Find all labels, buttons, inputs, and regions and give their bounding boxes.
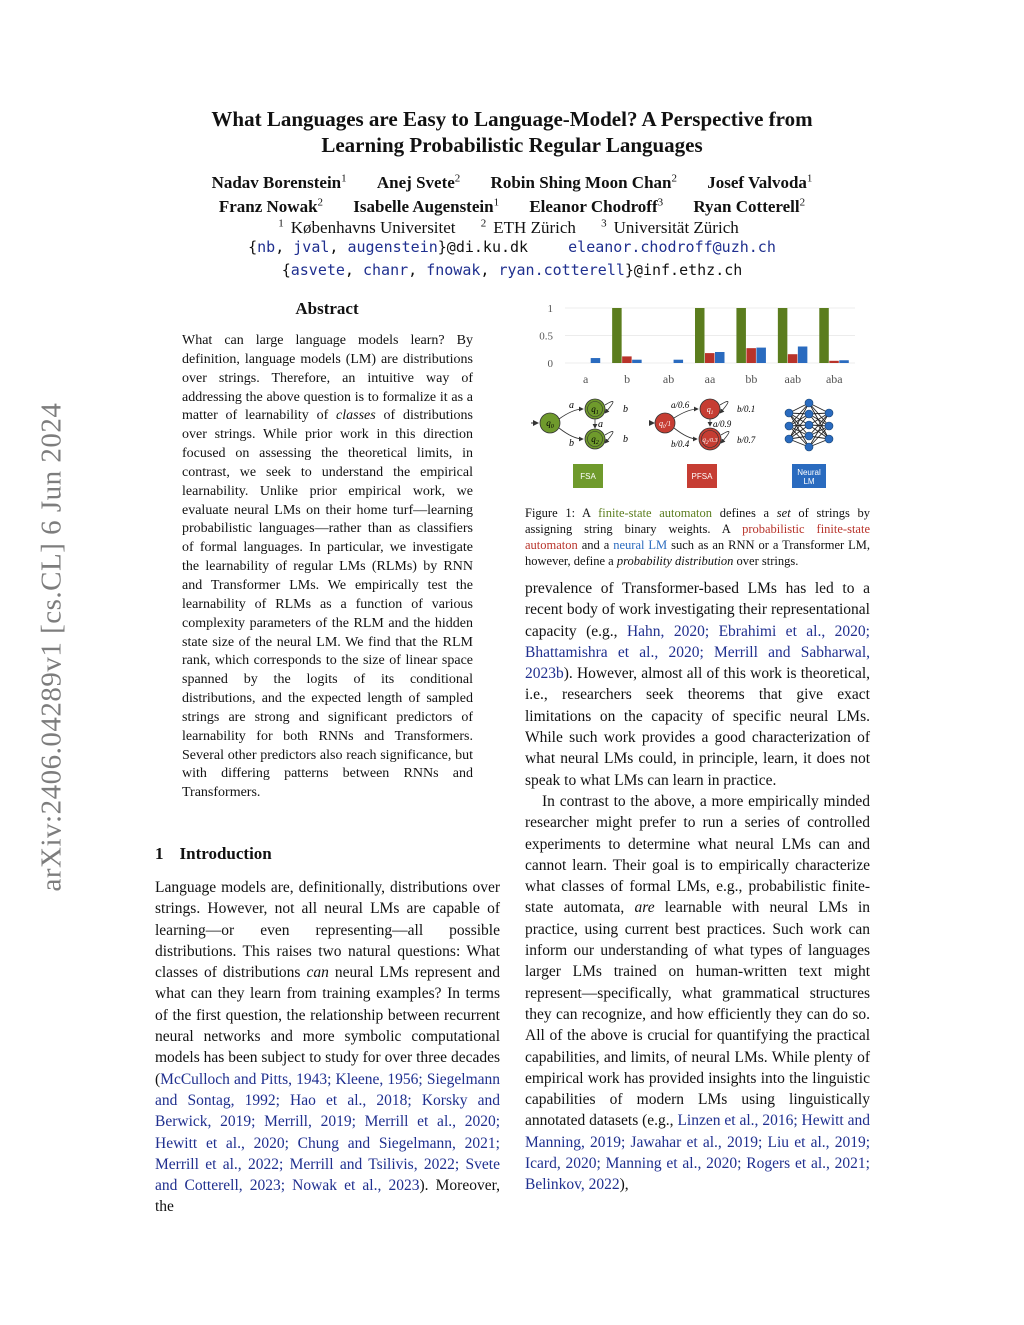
email-link[interactable]: jval	[293, 238, 330, 256]
y-tick-label: 0.5	[539, 330, 553, 343]
svg-text:b: b	[569, 438, 574, 449]
svg-text:q1: $q_1$	[706, 405, 714, 416]
bar-pfsa-aba	[829, 361, 839, 363]
citation-links[interactable]: McCulloch and Pitts, 1943; Kleene, 1956; Siegelmann and Sontag, 1992; Hao et al., 2018; Korsky and Berwick, 2019; Merrill, 2019; Merrill et al., 2020; Hewitt et al., 2020; Chung and Siegelmann, 2021; Merrill et al., 2022; Merrill and Tsilivis, 2022; Svete and Cotterell, 2023; Nowak et al., 2023	[155, 1070, 500, 1195]
svg-text:FSA: FSA	[580, 472, 596, 481]
citation-links[interactable]: Hahn, 2020; Ebrahimi et al., 2020; Bhattamishra et al., 2020; Merrill and Sabharwal, 2023b	[525, 622, 870, 683]
bar-fsa-aa	[695, 308, 705, 363]
svg-text:a/0.9: a/0.9	[713, 419, 732, 429]
bar-fsa-aba	[819, 308, 829, 363]
svg-text:q2/0.3: $q_2/0.3$	[702, 436, 718, 446]
intro-paragraph: Language models are, definitionally, distributions over strings. However, not all neural LMs are capable of learning—or even representing—all possible distributions. This raises two natural questions: What classes of distributions can neural LMs represent and what can they learn from training examples? In terms of the first question, the relationship between recurrent neural networks and more symbolic computational models has been subject to study for over three decades (McCulloch and Pitts, 1943; Kleene, 1956; Siegelmann and Sontag, 1992; Hao et al., 2018; Korsky and Berwick, 2019; Merrill, 2019; Merrill et al., 2020; Hewitt et al., 2020; Chung and Siegelmann, 2021; Merrill et al., 2022; Merrill and Tsilivis, 2022; Svete and Cotterell, 2023; Nowak et al., 2023). Moreover, the	[155, 879, 501, 1216]
bar-pfsa-aab	[788, 354, 798, 363]
author: Ryan Cotterell$^2$	[693, 196, 806, 217]
bar-neural-lm-aba	[839, 360, 849, 363]
paper-title	[0, 106, 1024, 158]
bar-fsa-aab	[778, 308, 788, 363]
x-tick-label: b	[624, 372, 631, 386]
nn-node	[805, 421, 813, 429]
fsa-diagram	[531, 399, 628, 449]
author: Anej Svete$^2$	[376, 172, 461, 192]
y-tick-label: 1	[547, 303, 553, 315]
email-link[interactable]: ryan.cotterell	[498, 261, 625, 279]
x-tick-label: bb	[745, 372, 758, 386]
author: Eleanor Chodroff$^3$	[529, 196, 664, 217]
svg-text:a/0.6: a/0.6	[671, 400, 690, 410]
author: Nadav Borenstein$^1$	[211, 172, 347, 192]
bar-pfsa-b	[622, 356, 632, 363]
bar-neural-lm-b	[632, 360, 642, 363]
abstract-body: What can large language models learn? By definition, language models (LM) are distributions over strings. Therefore, an intuitive way of addressing the above question is to formalize it as a matter of learnability of classes of distributions over strings. While prior work in this direction focused on assessing the theoretical limits, in contrast, we seek to understand the empirical learnability. Unlike prior empirical work, we evaluate neural LMs on their home turf—learning probabilistic languages—rather than as classifiers of formal languages. In particular, we investigate the learnability of regular LMs (RLMs) by RNN and Transformer LMs. We empirically test the learnability of RLMs as a function of various complexity parameters of the RLM and the hidden state size of the neural LM. We find that the RLM rank, which corresponds to the size of linear space spanned by the logits of its conditional distributions, and the expected length of sampled strings are strong and significant predictors of learnability for both RNNs and Transformers. Several other predictors also reach significance, but with differing patterns between RNNs and Transformers.	[182, 333, 473, 801]
nn-node	[805, 443, 813, 451]
nn-node	[825, 409, 833, 417]
email-link[interactable]: nb	[257, 238, 276, 256]
figure-caption: Figure 1: A finite-state automaton defines a set of strings by assigning string binary weights. A probabilistic finite-state automaton and a neural LM such as an RNN or a Transformer LM, however, define a probability distribution over strings.	[525, 506, 871, 568]
nn-node	[785, 409, 793, 417]
email-link[interactable]: augenstein	[347, 238, 438, 256]
bar-neural-lm-aa	[715, 352, 725, 363]
citation-links[interactable]: Linzen et al., 2016; Hewitt and Manning, 2019; Jawahar et al., 2019; Liu et al., 2019; Icard, 2020; Manning et al., 2020; Rogers et al., 2021; Belinkov, 2022	[525, 1112, 871, 1194]
bar-fsa-bb	[736, 308, 746, 363]
author: Josef Valvoda$^1$	[707, 172, 813, 192]
bar-fsa-b	[612, 308, 622, 363]
bar-neural-lm-bb	[756, 348, 766, 363]
svg-text:q2: $q_2$	[591, 434, 599, 446]
bar-neural-lm-a	[591, 358, 601, 363]
svg-text:q1: $q_1$	[591, 404, 599, 416]
affiliation: $^1$ Københavns Universitet	[278, 217, 456, 237]
svg-text:q0: $q_0$	[546, 418, 554, 430]
nn-node	[805, 399, 813, 407]
svg-text:a: a	[598, 419, 603, 430]
svg-text:b: b	[623, 404, 628, 415]
nn-node	[805, 410, 813, 418]
affiliations	[0, 212, 1024, 239]
svg-text:PFSA: PFSA	[691, 472, 713, 481]
author-list	[0, 168, 1024, 217]
x-tick-label: aa	[704, 372, 716, 386]
x-tick-label: a	[583, 372, 589, 386]
x-tick-label: aba	[825, 372, 843, 386]
svg-text:b/0.4: b/0.4	[671, 439, 690, 449]
email-link[interactable]: chanr	[362, 261, 409, 279]
email-line-2: {asvete, chanr, fnowak, ryan.cotterell}@inf.ethz.ch	[281, 261, 743, 279]
email-link[interactable]: fnowak	[426, 261, 481, 279]
affiliation: $^2$ ETH Zürich	[480, 217, 576, 237]
paragraph: In contrast to the above, a more empirically minded researcher might prefer to run a series of controlled experiments to determine what neural LMs can and cannot learn. Their goal is to empirically characterize what classes of formal LMs, e.g., probabilistic finite-state automata, are learnable with neural LMs in practice, using current best practices. Such work can inform our understanding of what types of languages larger LMs trained on human-written text might represent—specifically, what grammatical structures they can recognize, and how efficiently they can do so. All of the above is crucial for quantifying the practical capabilities, and limits, of neural LMs. While plenty of empirical work has provided insights into the linguistic capabilities of modern LMs using linguistically annotated datasets (e.g., Linzen et al., 2016; Hewitt and Manning, 2019; Jawahar et al., 2019; Liu et al., 2019; Icard, 2020; Manning et al., 2020; Rogers et al., 2021; Belinkov, 2022),	[525, 792, 871, 1194]
svg-text:b: b	[623, 434, 628, 445]
nn-node	[785, 422, 793, 430]
bar-neural-lm-ab	[674, 360, 684, 363]
bar-neural-lm-aab	[798, 347, 808, 364]
title-line-2: Learning Probabilistic Regular Languages	[321, 133, 703, 157]
svg-text:LM: LM	[803, 477, 815, 486]
paragraph: prevalence of Transformer-based LMs has led to a recent body of work investigating their representational capacity (e.g., Hahn, 2020; Ebrahimi et al., 2020; Bhattamishra et al., 2020; Merrill and Sabharwal, 2023b). However, almost all of this work is theoretical, i.e., researchers seek theorems that give exact limitations on the capacity of specific neural LMs. While such work provides a good characterization of what neural LMs could, in principle, learn, it does not speak to what LMs can learn in practice.	[525, 580, 870, 789]
y-tick-label: 0	[547, 358, 553, 370]
bar-chart	[539, 303, 855, 386]
nn-node	[825, 435, 833, 443]
email-link[interactable]: asvete	[290, 261, 345, 279]
x-tick-label: aab	[784, 372, 802, 386]
bar-pfsa-aa	[705, 353, 715, 363]
author: Franz Nowak$^2$	[218, 196, 324, 217]
neural-lm-label-box	[792, 464, 826, 488]
author: Robin Shing Moon Chan$^2$	[490, 172, 677, 192]
arxiv-identifier: arXiv:2406.04289v1 [cs.CL] 6 Jun 2024	[35, 402, 68, 892]
email-link[interactable]: eleanor.chodroff@uzh.ch	[568, 238, 776, 256]
author: Isabelle Augenstein$^1$	[353, 196, 500, 217]
pfsa-diagram	[649, 399, 756, 450]
abstract-heading: Abstract	[295, 299, 359, 318]
fsa-label-box	[573, 464, 603, 488]
svg-text:q0/1: $q_0/1$	[659, 419, 671, 430]
nn-node	[785, 435, 793, 443]
title-line-1: What Languages are Easy to Language-Model? A Perspective from	[211, 107, 813, 131]
section-heading: 1 Introduction	[155, 844, 272, 863]
email-block	[0, 236, 1024, 282]
pfsa-label-box	[687, 464, 717, 488]
figure-1	[525, 295, 870, 495]
svg-text:b/0.7: b/0.7	[737, 435, 756, 445]
neural-network-diagram	[785, 399, 833, 451]
author-row-1	[0, 168, 1024, 193]
email-line-1: {nb, jval, augenstein}@di.ku.dk eleanor.chodroff@uzh.ch	[248, 238, 776, 256]
affiliation: $^3$ Universität Zürich	[601, 217, 739, 237]
bar-pfsa-bb	[746, 348, 756, 363]
nn-node	[825, 422, 833, 430]
svg-text:Neural: Neural	[797, 468, 821, 477]
svg-text:b/0.1: b/0.1	[737, 404, 756, 414]
svg-text:a: a	[569, 400, 574, 411]
nn-node	[805, 432, 813, 440]
x-tick-label: ab	[662, 372, 675, 386]
right-column-body	[525, 578, 870, 1196]
